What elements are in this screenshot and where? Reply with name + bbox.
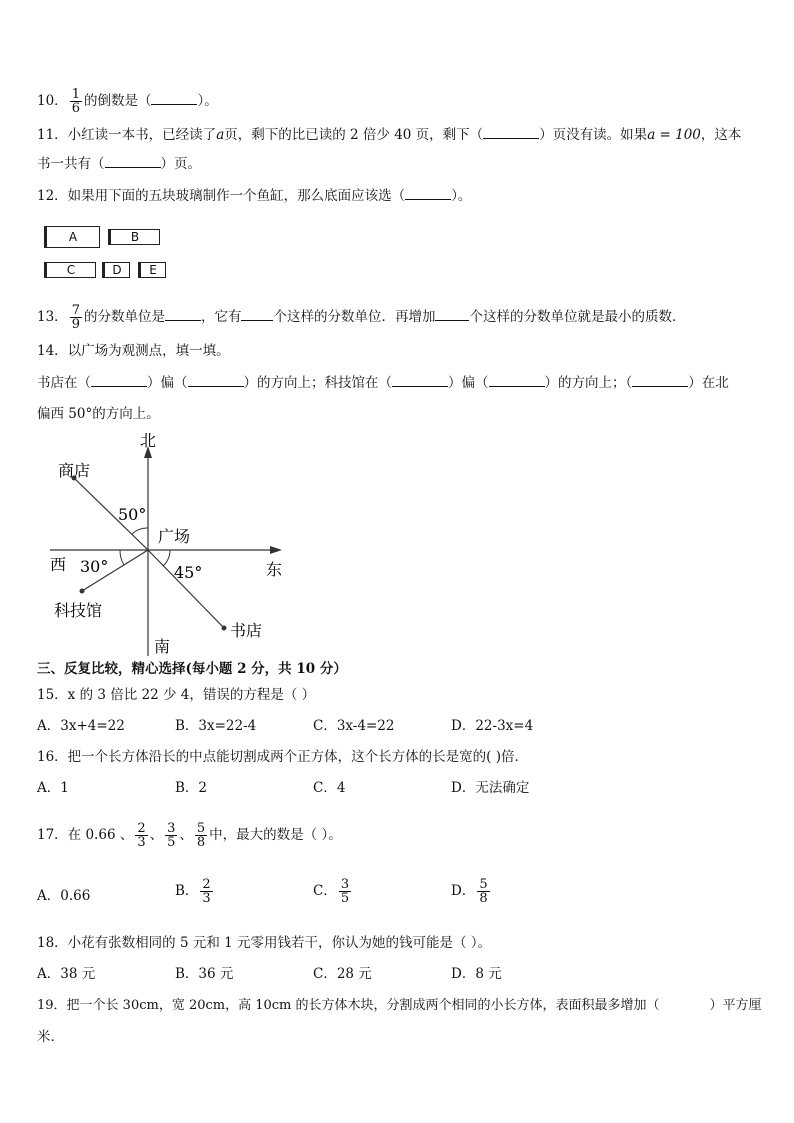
question-10: 10． $\frac{1}{6}$ 的倒数是（ ）。: [37, 87, 218, 116]
fraction: $\frac{2}{3}$: [137, 821, 146, 850]
question-17: 17．在 0.66 、 $\frac{2}{3}$ 、 $\frac{3}{5}$ 、 $\frac{5}{8}$ 中，最大的数是（ ）。: [37, 821, 342, 850]
question-12: 12．如果用下面的五块玻璃制作一个鱼缸，那么底面应该选（ ）。: [37, 188, 472, 204]
q17-option-b[interactable]: B． $\frac{2}{3}$: [175, 877, 211, 906]
glass-piece-a: A: [46, 226, 100, 248]
question-11-line2: 书一共有（ ）页。: [37, 156, 201, 172]
glass-piece-d: D: [104, 262, 130, 278]
q17-option-c[interactable]: C． $\frac{3}{5}$: [313, 877, 350, 906]
answer-blank[interactable]: [632, 374, 688, 387]
label-east: 东: [266, 560, 283, 579]
answer-blank[interactable]: [188, 374, 244, 387]
label-angle-30: 30°: [80, 557, 109, 576]
east-arrow-icon: [270, 546, 282, 554]
answer-blank[interactable]: [405, 187, 451, 200]
answer-blank[interactable]: [435, 308, 469, 321]
question-18: 18．小花有张数相同的 5 元和 1 元零用钱若干，你认为她的钱可能是（ ）。: [37, 935, 492, 951]
q16-option-b[interactable]: B．2: [175, 780, 208, 796]
question-11-line1: 11．小红读一本书，已经读了a页，剩下的比已读的 2 倍少 40 页，剩下（ ）页没有读。如果a = 100，这本: [37, 127, 742, 143]
answer-blank[interactable]: [483, 126, 539, 139]
answer-blank[interactable]: [241, 308, 273, 321]
fraction: $\frac{3}{5}$: [340, 877, 350, 906]
answer-blank[interactable]: [660, 997, 710, 1009]
q18-option-c[interactable]: C．28 元: [313, 966, 372, 982]
label-center: 广场: [158, 527, 191, 546]
fraction: $\frac{3}{5}$: [167, 821, 176, 850]
q15-option-b[interactable]: B．3x=22-4: [175, 718, 257, 734]
ray-bookstore: [148, 550, 224, 628]
q16-option-d[interactable]: D．无法确定: [451, 780, 530, 796]
answer-blank[interactable]: [165, 308, 201, 321]
q16-option-a[interactable]: A．1: [37, 780, 69, 796]
q17-option-a[interactable]: A．0.66: [37, 888, 91, 904]
question-15: 15．x 的 3 倍比 22 少 4，错误的方程是（ ）: [37, 687, 316, 703]
question-16: 16．把一个长方体沿长的中点能切割成两个正方体，这个长方体的长是宽的( )倍．: [37, 749, 529, 765]
q18-option-b[interactable]: B．36 元: [175, 966, 234, 982]
point-museum: [80, 589, 85, 594]
question-14-title: 14．以广场为观测点，填一填。: [37, 343, 230, 359]
answer-blank[interactable]: [91, 374, 147, 387]
answer-blank[interactable]: [392, 374, 448, 387]
q15-option-a[interactable]: A．3x+4=22: [37, 718, 125, 734]
fraction: $\frac{1}{6}$: [71, 87, 80, 116]
point-bookstore: [222, 626, 227, 631]
q18-option-d[interactable]: D．8 元: [451, 966, 502, 982]
q15-option-d[interactable]: D．22-3x=4: [451, 718, 534, 734]
question-13: 13． $\frac{7}{9}$ 的分数单位是 ，它有 个这样的分数单位．再增加 个这样的分数单位就是最小的质数．: [37, 303, 686, 332]
label-south: 南: [154, 637, 171, 656]
q18-option-a[interactable]: A．38 元: [37, 966, 96, 982]
direction-diagram: [40, 428, 300, 656]
answer-blank[interactable]: [489, 374, 545, 387]
q16-option-c[interactable]: C．4: [313, 780, 346, 796]
label-museum: 科技馆: [54, 601, 103, 620]
glass-piece-e: E: [140, 262, 166, 278]
label-bookstore: 书店: [230, 621, 263, 640]
q15-option-c[interactable]: C．3x-4=22: [313, 718, 395, 734]
glass-piece-b: B: [110, 229, 160, 245]
label-angle-50: 50°: [118, 505, 147, 524]
arc-30: [120, 550, 124, 565]
question-14-line1: 书店在（ ）偏（ ）的方向上；科技馆在（ ）偏（ ）的方向上；（ ）在北: [37, 375, 729, 391]
q17-option-d[interactable]: D． $\frac{5}{8}$: [451, 877, 488, 906]
fraction: $\frac{5}{8}$: [196, 821, 206, 850]
fraction: $\frac{2}{3}$: [202, 877, 211, 906]
question-19-line2: 米．: [37, 1029, 64, 1045]
label-west: 西: [50, 555, 67, 574]
label-angle-45: 45°: [174, 563, 203, 582]
section-3-title: 三、反复比较，精心选择(每小题 2 分，共 10 分）: [37, 661, 347, 677]
fraction: $\frac{5}{8}$: [479, 877, 488, 906]
question-19-line1: 19．把一个长 30cm，宽 20cm，高 10cm 的长方体木块，分割成两个相同的小长方体，表面积最多增加（ ）平方厘: [37, 998, 762, 1013]
label-shop: 商店: [58, 461, 91, 480]
label-north: 北: [140, 431, 157, 450]
fraction: $\frac{7}{9}$: [71, 303, 80, 332]
glass-piece-c: C: [46, 262, 96, 278]
question-14-line2: 偏西 50°的方向上。: [37, 406, 160, 422]
answer-blank[interactable]: [151, 92, 197, 105]
answer-blank[interactable]: [105, 155, 161, 168]
arc-50: [132, 528, 148, 534]
arc-45: [163, 550, 170, 566]
